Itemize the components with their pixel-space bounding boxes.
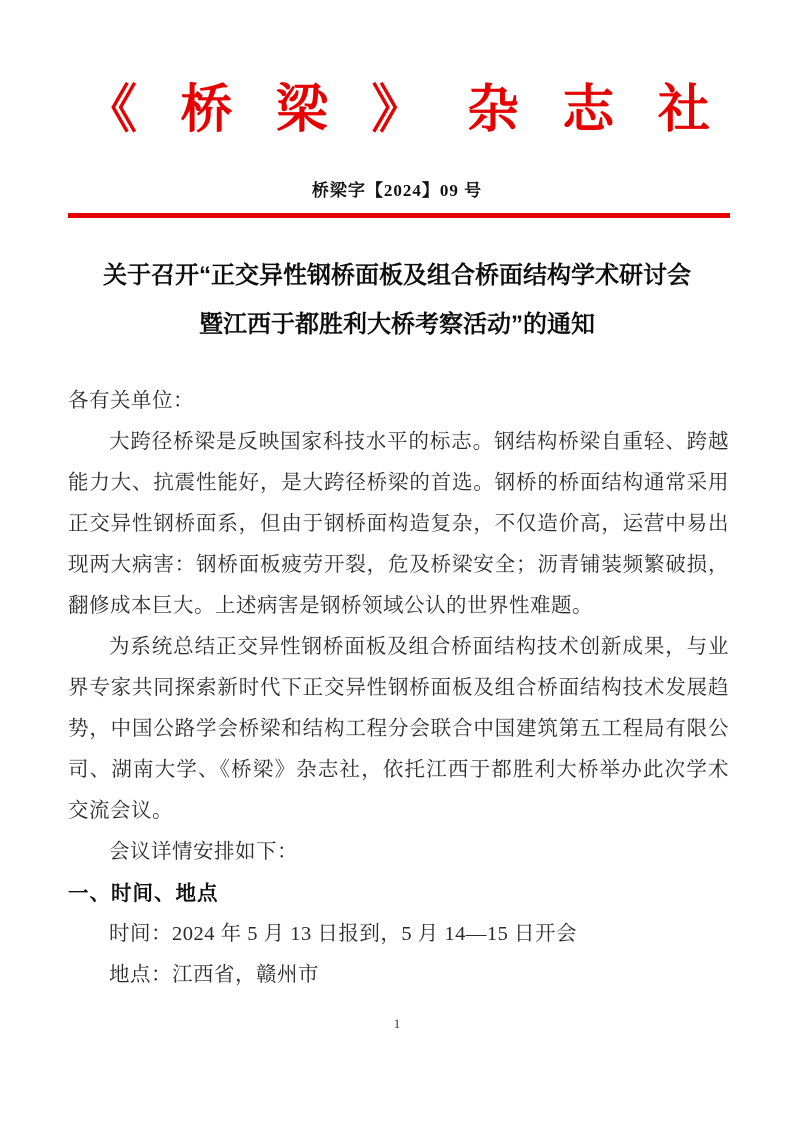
red-divider-rule (68, 213, 730, 218)
masthead-char: 梁 (275, 82, 328, 139)
masthead-char: 志 (562, 82, 615, 139)
page-number: 1 (393, 1016, 401, 1031)
masthead-char: 《 (85, 82, 138, 139)
masthead-char: 社 (657, 82, 710, 139)
notice-title-line1: 关于召开“正交异性钢桥面板及组合桥面结构学术研讨会 (103, 262, 691, 289)
notice-title (47, 251, 747, 349)
body-paragraph: 大跨径桥梁是反映国家科技水平的标志。钢结构桥梁自重轻、跨越能力大、抗震性能好，是大跨径桥梁的首选。钢桥的桥面结构通常采用正交异性钢桥面系，但由于钢桥面构造复杂，不仅造价高，运营中易出现两大病害：钢桥面板疲劳开裂，危及桥梁安全；沥青铺装频繁破损，翻修成本巨大。上述病害是钢桥领域公认的世界性难题。 (68, 431, 729, 617)
masthead-char: 杂 (466, 82, 519, 139)
time-line: 时间：2024 年 5 月 13 日报到，5 月 14—15 日开会 (109, 923, 577, 945)
notice-body (68, 381, 729, 996)
masthead-char: 》 (371, 82, 424, 139)
section-heading-time-place: 一、时间、地点 (68, 882, 219, 905)
masthead-title (85, 80, 710, 142)
body-paragraph: 为系统总结正交异性钢桥面板及组合桥面结构技术创新成果，与业界专家共同探索新时代下正交异性钢桥面板及组合桥面结构技术发展趋势，中国公路学会桥梁和结构工程分会联合中国建筑第五工程局有限公司、湖南大学、《桥梁》杂志社，依托江西于都胜利大桥举办此次学术交流会议。 (68, 636, 729, 822)
place-line: 地点：江西省，赣州市 (109, 964, 319, 986)
body-paragraph: 会议详情安排如下： (109, 841, 298, 863)
masthead-char: 桥 (180, 82, 233, 139)
notice-title-line2: 暨江西于都胜利大桥考察活动”的通知 (199, 311, 595, 338)
document-number: 桥梁字【2024】09 号 (311, 181, 483, 200)
salutation: 各有关单位： (68, 390, 194, 412)
